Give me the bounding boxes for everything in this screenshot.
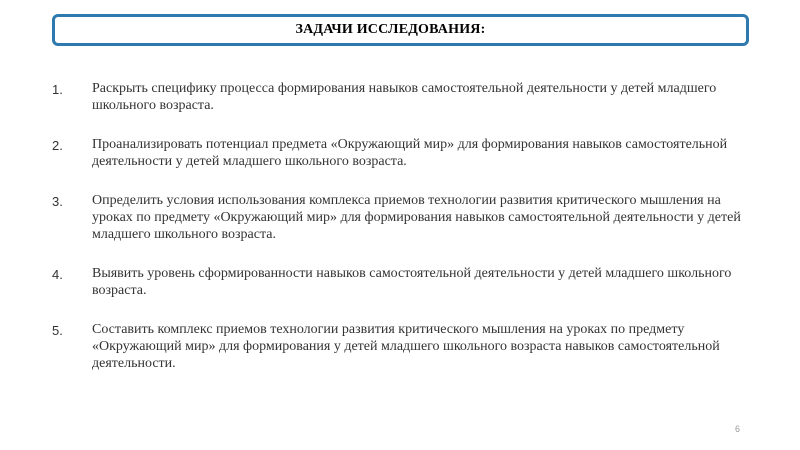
task-item [52, 321, 752, 372]
task-list [52, 80, 752, 394]
task-number: 1. [52, 82, 63, 97]
slide-title: ЗАДАЧИ ИССЛЕДОВАНИЯ: [295, 22, 486, 37]
task-number: 4. [52, 267, 63, 282]
task-number: 5. [52, 323, 63, 338]
task-text: Проанализировать потенциал предмета «Окружающий мир» для формирования навыков самостоятельной деятельности у детей младшего школьного возраста. [92, 137, 728, 169]
task-item [52, 136, 752, 170]
task-number: 3. [52, 194, 63, 209]
task-text: Раскрыть специфику процесса формирования навыков самостоятельной деятельности у детей младшего школьного возраста. [92, 81, 717, 113]
task-item [52, 80, 752, 114]
task-item [52, 192, 752, 243]
page-number: 6 [734, 424, 740, 434]
task-text: Составить комплекс приемов технологии развития критического мышления на уроках по предмету «Окружающий мир» для формирования у детей младшего школьного возраста навыков самостоятельной деятельности. [92, 322, 720, 371]
title-box [52, 14, 749, 46]
task-number: 2. [52, 138, 63, 153]
task-text: Выявить уровень сформированности навыков самостоятельной деятельности у детей младшего школьного возраста. [92, 266, 732, 298]
task-text: Определить условия использования комплекса приемов технологии развития критического мышления на уроках по предмету «Окружающий мир» для формирования навыков самостоятельной деятельности у детей младшего школьного возраста. [92, 193, 741, 242]
task-item [52, 265, 752, 299]
